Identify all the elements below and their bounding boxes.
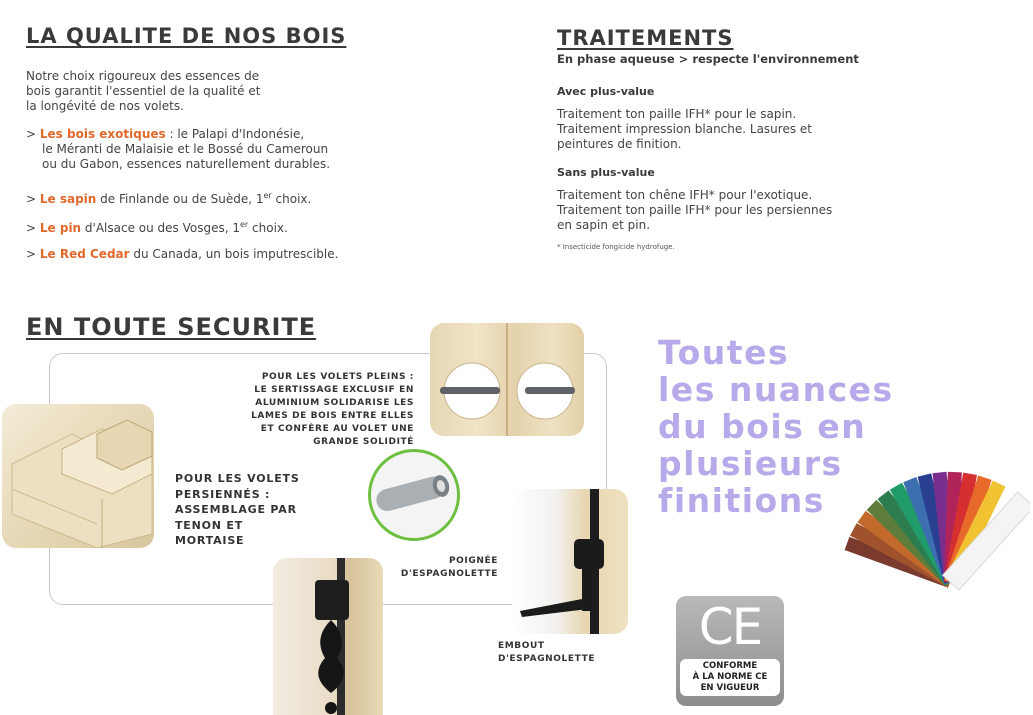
item-text: choix. <box>271 192 312 206</box>
qualite-item-pin <box>26 217 386 236</box>
tenon-mortaise-photo <box>2 404 154 548</box>
ce-label-line: CONFORME <box>702 661 758 671</box>
nuances-line: les nuances <box>658 370 894 409</box>
qualite-title: LA QUALITE DE NOS BOIS <box>26 24 347 48</box>
highlight-redcedar: Le Red Cedar <box>39 247 130 261</box>
caption-line: MORTAISE <box>175 534 245 547</box>
sans-plus-value-text <box>557 188 877 233</box>
traitement-line: Traitement ton paille IFH* pour les persiennes <box>557 203 833 217</box>
bullet-marker: > <box>26 221 37 235</box>
superscript: er <box>263 191 272 200</box>
poignee-photo <box>273 558 383 715</box>
item-text: du Canada, un bois imputrescible. <box>129 247 339 261</box>
caption-line: PERSIENNÉS : <box>175 487 271 501</box>
caption-volets-persiennes <box>175 471 315 549</box>
traitement-line: Traitement ton paille IFH* pour le sapin. <box>557 107 797 121</box>
avec-plus-value-text <box>557 107 877 152</box>
highlight-pin: Le pin <box>39 221 82 235</box>
ce-mark: CE <box>698 598 762 656</box>
caption-line: LE SERTISSAGE EXCLUSIF EN <box>254 385 414 395</box>
securite-title: EN TOUTE SECURITE <box>26 313 317 341</box>
traitement-line: Traitement ton chêne IFH* pour l'exotique. <box>557 188 813 202</box>
highlight-sapin: Le sapin <box>39 192 97 206</box>
superscript: er <box>240 220 249 229</box>
ce-badge <box>676 596 784 706</box>
traitements-footnote: * Insecticide fongicide hydrofuge. <box>557 243 675 251</box>
embout-photo <box>512 489 628 634</box>
qualite-intro-line: Notre choix rigoureux des essences de <box>26 69 260 83</box>
nuances-line: du bois en <box>658 407 867 446</box>
qualite-item-redcedar <box>26 247 386 262</box>
qualite-item-exotiques <box>26 127 386 172</box>
bullet-marker: > <box>26 127 37 141</box>
caption-line: POUR LES VOLETS <box>175 472 300 485</box>
nuances-line: Toutes <box>658 333 790 372</box>
sans-plus-value-title: Sans plus-value <box>557 166 655 179</box>
caption-line: GRANDE SOLIDITÉ <box>313 437 414 447</box>
traitement-line: Traitement impression blanche. Lasures et <box>557 122 812 136</box>
traitement-line: en sapin et pin. <box>557 218 651 232</box>
caption-line: TENON ET <box>175 518 244 532</box>
item-text: le Méranti de Malaisie et le Bossé du Cameroun <box>42 142 329 156</box>
item-text: choix. <box>248 221 288 235</box>
caption-line: ALUMINIUM SOLIDARISE LES <box>255 398 414 408</box>
traitement-line: peintures de finition. <box>557 137 682 151</box>
item-text: de Finlande ou de Suède, 1 <box>96 192 264 206</box>
caption-line: POUR LES VOLETS PLEINS : <box>261 372 414 382</box>
avec-plus-value-title: Avec plus-value <box>557 85 655 98</box>
nuances-line: plusieurs <box>658 444 843 483</box>
tenon-mortaise-illustration <box>2 404 154 548</box>
bullet-marker: > <box>26 192 37 206</box>
item-text: d'Alsace ou des Vosges, 1 <box>81 221 240 235</box>
volets-pleins-photo <box>430 323 584 436</box>
highlight-exotiques: Les bois exotiques <box>39 127 166 141</box>
caption-line: D'ESPAGNOLETTE <box>400 569 498 579</box>
caption-embout <box>498 640 608 666</box>
traitements-title: TRAITEMENTS <box>557 26 734 50</box>
caption-line: POIGNÉE <box>448 556 498 566</box>
qualite-intro <box>26 69 366 114</box>
aluminium-tube-detail <box>368 449 460 541</box>
caption-line: ASSEMBLAGE PAR <box>175 503 297 516</box>
bullet-marker: > <box>26 247 37 261</box>
caption-volets-pleins <box>240 371 414 449</box>
item-text: ou du Gabon, essences naturellement durables. <box>42 157 331 171</box>
embout-illustration <box>512 489 628 634</box>
ce-label-line: EN VIGUEUR <box>700 683 760 693</box>
ce-label-line: À LA NORME CE <box>692 672 768 682</box>
volets-pleins-illustration <box>430 323 584 436</box>
qualite-intro-line: bois garantit l'essentiel de la qualité et <box>26 84 261 98</box>
qualite-intro-line: la longévité de nos volets. <box>26 99 184 113</box>
aluminium-tube-icon <box>371 452 457 538</box>
traitements-subtitle: En phase aqueuse > respecte l'environnement <box>557 52 859 66</box>
caption-line: EMBOUT <box>498 641 545 651</box>
poignee-illustration <box>273 558 383 715</box>
color-fan-illustration <box>840 462 1030 602</box>
item-text: : le Palapi d'Indonésie, <box>165 127 305 141</box>
qualite-item-sapin <box>26 188 386 207</box>
caption-line: ET CONFÈRE AU VOLET UNE <box>260 424 414 434</box>
nuances-line: finitions <box>658 481 825 520</box>
color-fan-icon <box>840 462 1030 602</box>
caption-line: D'ESPAGNOLETTE <box>498 654 596 664</box>
caption-line: LAMES DE BOIS ENTRE ELLES <box>251 411 414 421</box>
caption-poignee <box>400 555 498 581</box>
ce-label-box <box>680 659 780 696</box>
